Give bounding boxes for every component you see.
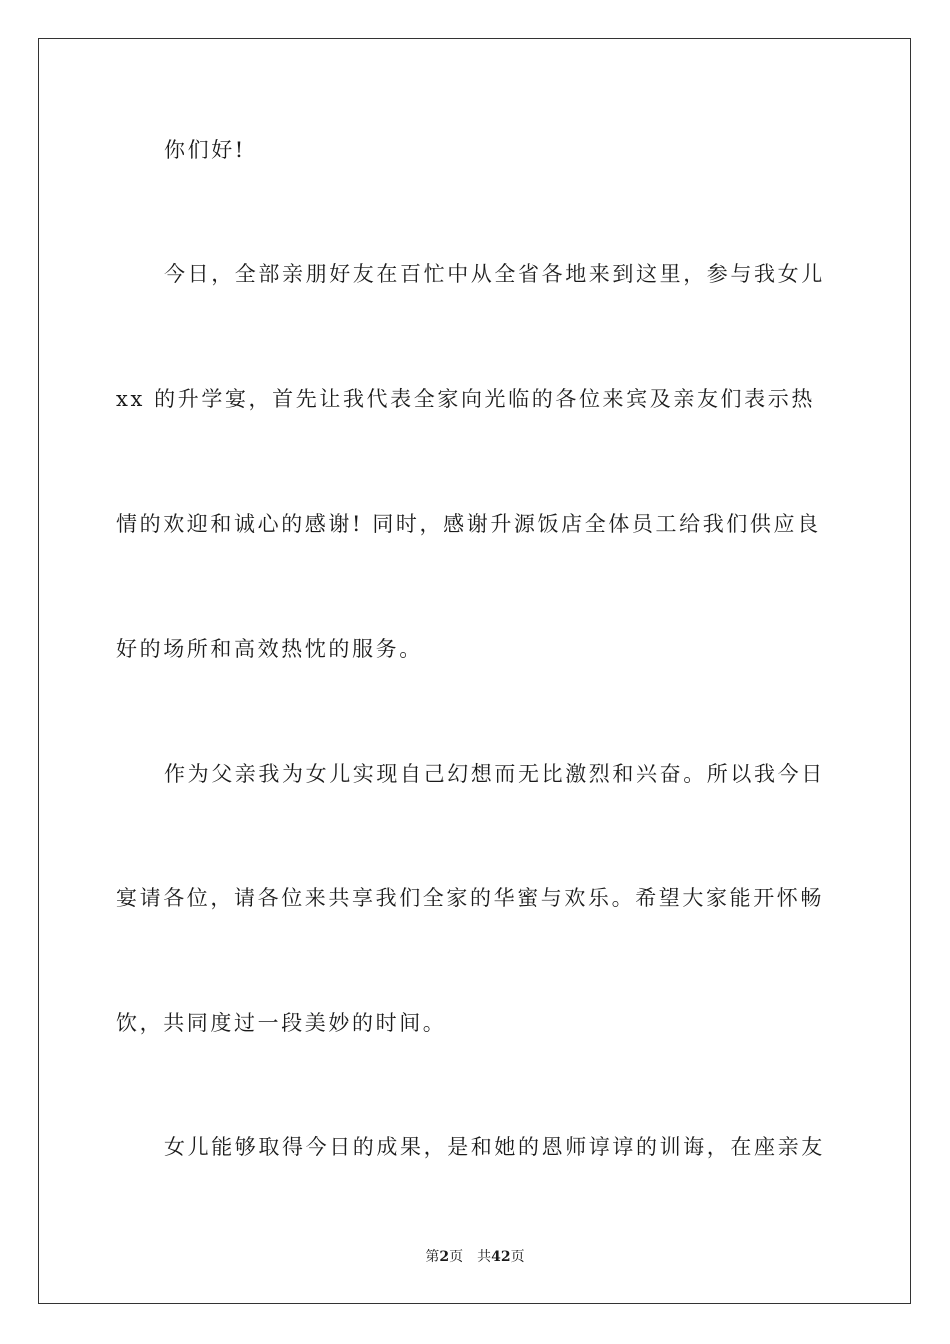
body-text-line: 好的场所和高效热忱的服务。 [116,637,423,661]
greeting-line: 你们好! [164,138,246,162]
page-suffix: 页 [449,1249,464,1265]
total-suffix: 页 [510,1249,525,1265]
body-text-line: 宴请各位，请各位来共享我们全家的华蜜与欢乐。希望大家能开怀畅 [116,886,824,910]
body-text-line: 作为父亲我为女儿实现自己幻想而无比激烈和兴奋。所以我今日 [164,762,825,786]
page-border [38,38,911,1304]
total-prefix: 共 [477,1249,492,1265]
body-text-line: 女儿能够取得今日的成果，是和她的恩师谆谆的训诲，在座亲友 [164,1135,825,1159]
total-pages: 42 [491,1249,511,1265]
page-footer [0,1248,950,1266]
page-prefix: 第 [425,1249,440,1265]
body-text-line: xx 的升学宴，首先让我代表全家向光临的各位来宾及亲友们表示热 [116,387,815,411]
page-number: 2 [439,1249,450,1265]
body-text-line: 情的欢迎和诚心的感谢! 同时，感谢升源饭店全体员工给我们供应良 [116,512,821,536]
body-text-line: 今日，全部亲朋好友在百忙中从全省各地来到这里，参与我女儿 [164,262,825,286]
body-text-line: 饮，共同度过一段美妙的时间。 [116,1011,447,1035]
